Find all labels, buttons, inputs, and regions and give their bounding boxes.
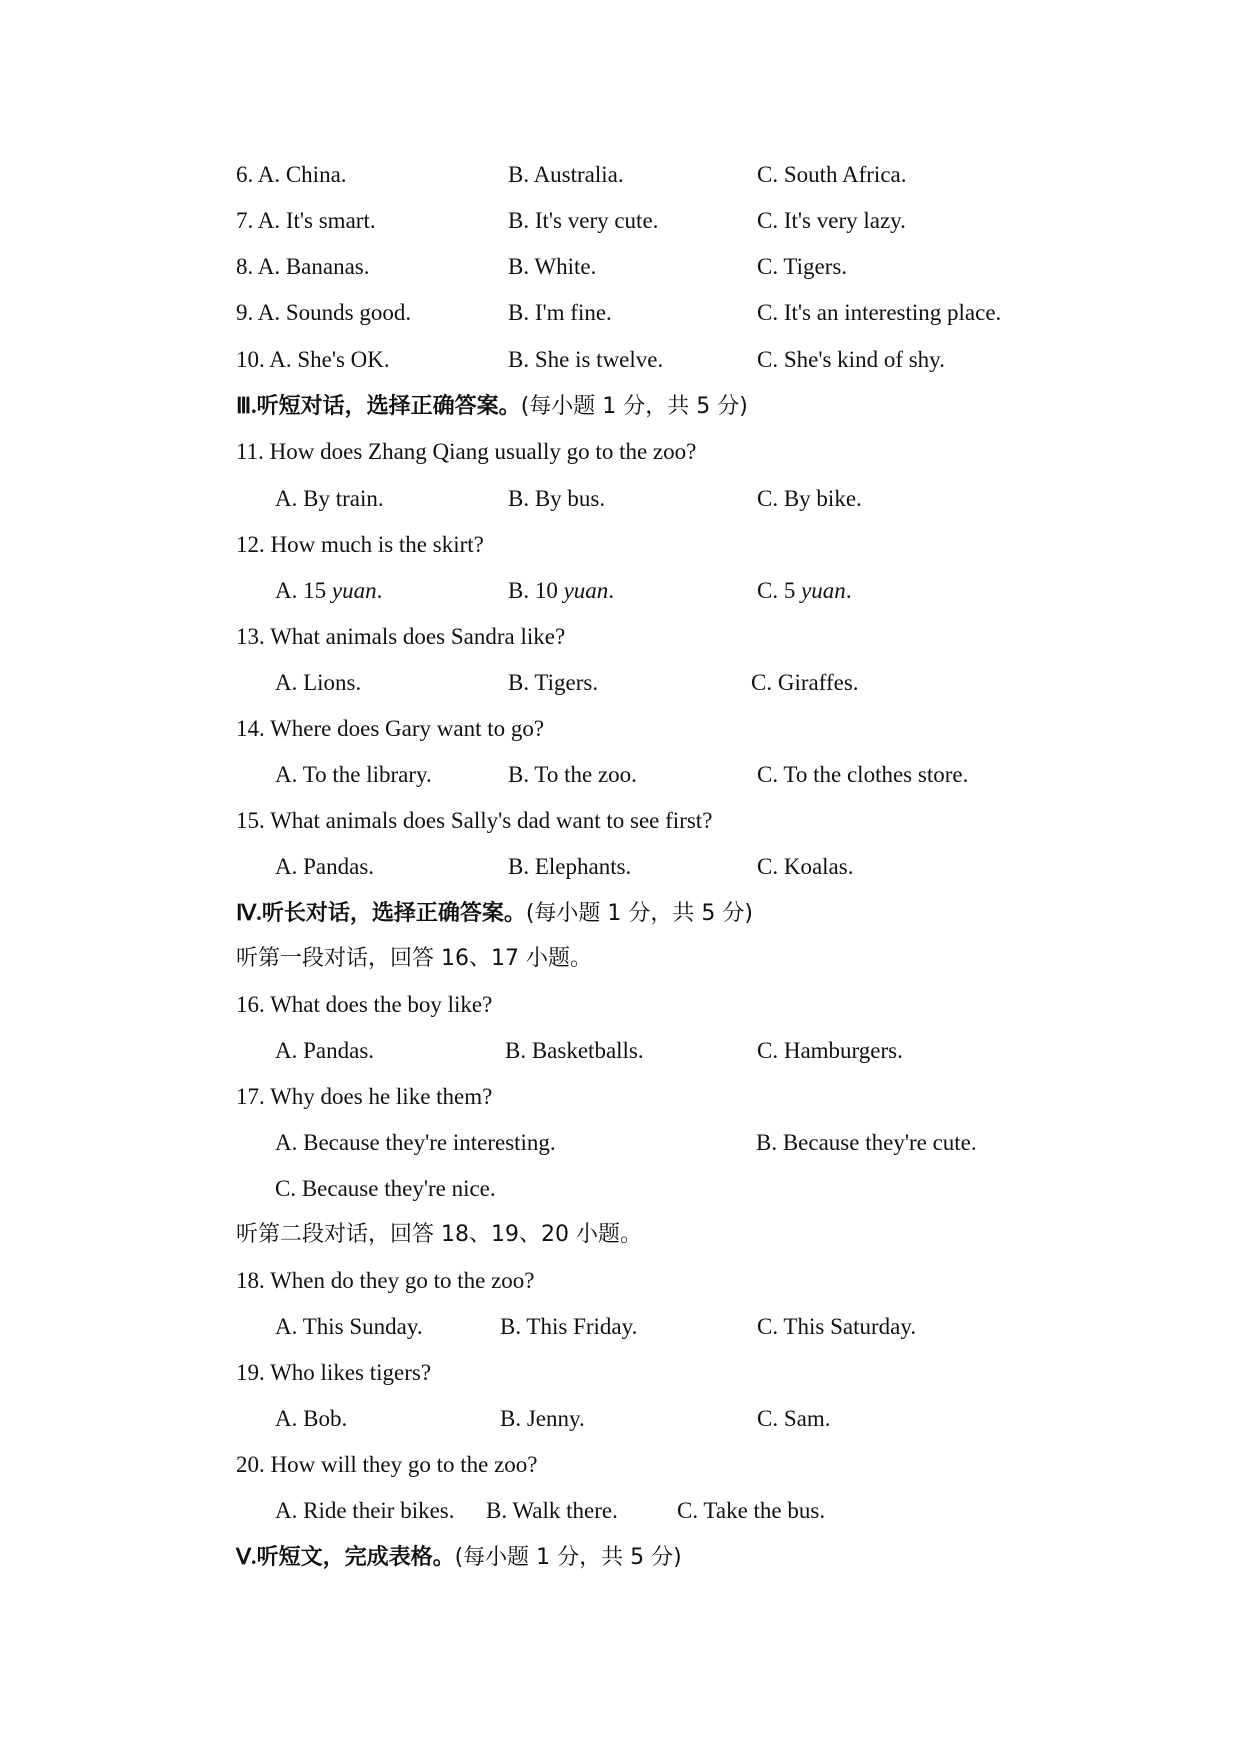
section-5-heading [236,1542,682,1573]
option-b-amount: B. 10 [508,578,564,603]
question-19-option-c: C. Sam. [757,1406,831,1431]
question-6-option-a: 6. A. China. [236,162,347,187]
question-20-option-c: C. Take the bus. [677,1498,826,1523]
period: . [376,578,383,603]
section-3-heading [236,391,748,422]
question-20-option-a: A. Ride their bikes. [275,1498,455,1523]
section-5-score: (每小题 1 分，共 5 分) [454,1545,682,1570]
question-6-option-c: C. South Africa. [757,162,907,187]
question-17-stem: 17. Why does he like them? [236,1084,493,1109]
question-13-option-b: B. Tigers. [508,670,599,695]
question-16-option-b: B. Basketballs. [505,1038,644,1063]
section-3-score: (每小题 1 分，共 5 分) [520,394,748,419]
dialog-1-instruction: 听第一段对话，回答 16、17 小题。 [236,946,592,971]
currency-unit: yuan [331,578,377,603]
question-15-option-a: A. Pandas. [275,854,375,879]
section-5-roman: Ⅴ. [236,1544,257,1569]
option-a-amount: A. 15 [275,578,332,603]
question-20-stem: 20. How will they go to the zoo? [236,1452,538,1477]
question-6-option-b: B. Australia. [508,162,624,187]
question-13-stem: 13. What animals does Sandra like? [236,624,566,649]
question-11-option-c: C. By bike. [757,486,862,511]
question-9-option-b: B. I'm fine. [508,300,612,325]
question-10-option-c: C. She's kind of shy. [757,347,945,372]
question-18-option-c: C. This Saturday. [757,1314,917,1339]
period: . [608,578,615,603]
question-7-option-a: 7. A. It's smart. [236,208,376,233]
section-4-score: (每小题 1 分，共 5 分) [525,901,753,926]
question-16-option-c: C. Hamburgers. [757,1038,903,1063]
question-14-option-b: B. To the zoo. [508,762,637,787]
question-12-option-a [275,576,382,606]
question-13-option-c: C. Giraffes. [751,670,859,695]
question-17-option-c: C. Because they're nice. [275,1176,496,1201]
question-15-stem: 15. What animals does Sally's dad want to see first? [236,808,713,833]
question-16-stem: 16. What does the boy like? [236,992,493,1017]
question-15-option-b: B. Elephants. [508,854,632,879]
question-10-option-a: 10. A. She's OK. [236,347,390,372]
question-8-option-c: C. Tigers. [757,254,848,279]
question-19-stem: 19. Who likes tigers? [236,1360,432,1385]
question-13-option-a: A. Lions. [275,670,362,695]
question-17-option-b: B. Because they're cute. [756,1130,977,1155]
period: . [845,578,852,603]
question-14-option-c: C. To the clothes store. [757,762,969,787]
question-10-option-b: B. She is twelve. [508,347,664,372]
question-12-option-b [508,576,614,606]
currency-unit: yuan [801,578,846,603]
currency-unit: yuan [563,578,609,603]
question-16-option-a: A. Pandas. [275,1038,375,1063]
question-14-stem: 14. Where does Gary want to go? [236,716,545,741]
question-18-option-a: A. This Sunday. [275,1314,423,1339]
question-18-option-b: B. This Friday. [500,1314,638,1339]
question-7-option-b: B. It's very cute. [508,208,659,233]
question-11-option-a: A. By train. [275,486,384,511]
question-17-option-a: A. Because they're interesting. [275,1130,556,1155]
question-19-option-a: A. Bob. [275,1406,348,1431]
question-9-option-c: C. It's an interesting place. [757,300,1002,325]
question-8-option-a: 8. A. Bananas. [236,254,370,279]
section-5-title: 听短文，完成表格。 [256,1545,455,1570]
option-c-amount: C. 5 [757,578,802,603]
section-4-title: 听长对话，选择正确答案。 [261,901,526,926]
question-12-option-c [757,576,852,606]
section-3-title: 听短对话，选择正确答案。 [256,394,521,419]
question-9-option-a: 9. A. Sounds good. [236,300,412,325]
section-4-heading [236,898,753,929]
question-14-option-a: A. To the library. [275,762,432,787]
question-19-option-b: B. Jenny. [500,1406,585,1431]
section-3-roman: Ⅲ. [236,393,257,418]
section-4-roman: Ⅳ. [236,900,262,925]
dialog-2-instruction: 听第二段对话，回答 18、19、20 小题。 [236,1222,642,1247]
question-20-option-b: B. Walk there. [486,1498,618,1523]
question-7-option-c: C. It's very lazy. [757,208,906,233]
question-15-option-c: C. Koalas. [757,854,854,879]
question-18-stem: 18. When do they go to the zoo? [236,1268,535,1293]
question-11-option-b: B. By bus. [508,486,606,511]
question-8-option-b: B. White. [508,254,597,279]
question-12-stem: 12. How much is the skirt? [236,532,484,557]
question-11-stem: 11. How does Zhang Qiang usually go to the zoo? [236,439,697,464]
